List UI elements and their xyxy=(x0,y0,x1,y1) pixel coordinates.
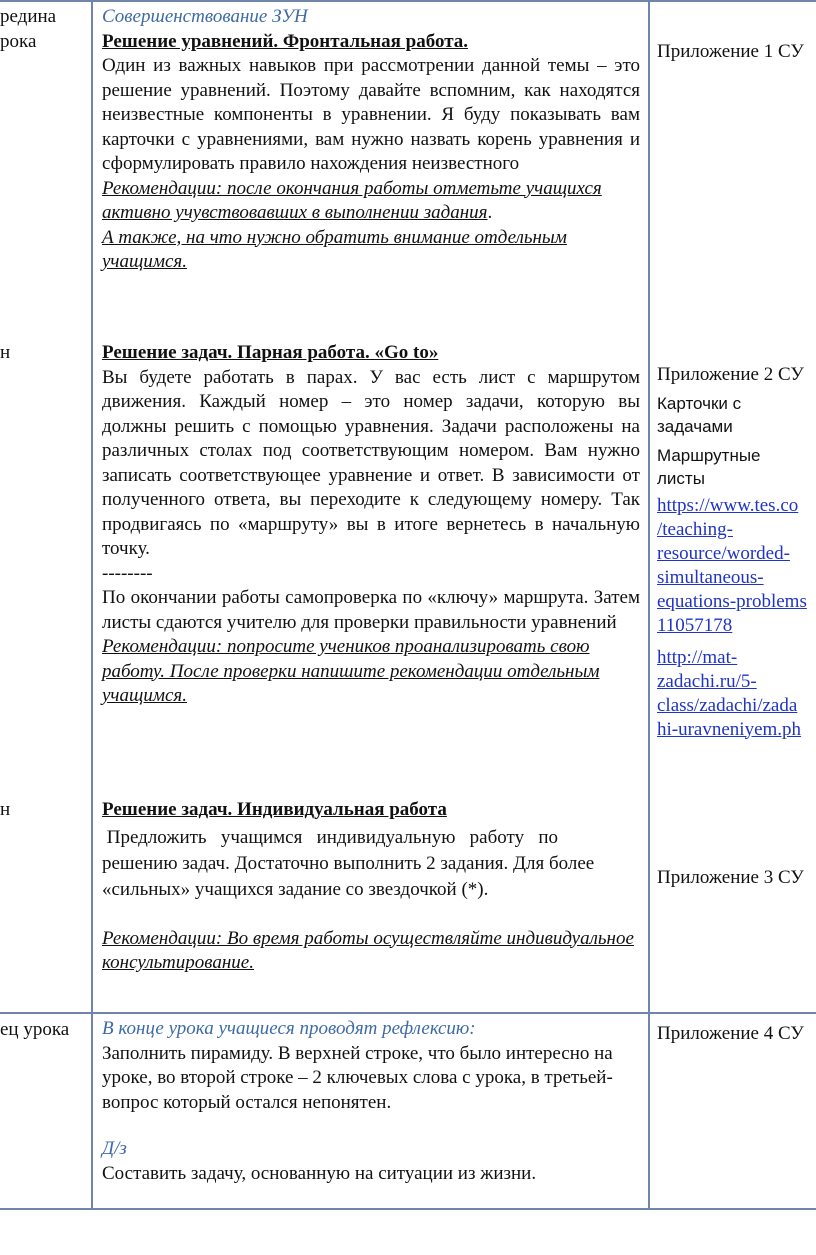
resources-cell-pair xyxy=(657,363,816,742)
section-italic-header: Совершенствование ЗУН xyxy=(102,6,308,27)
link-line[interactable]: hi-uravneniyem.ph xyxy=(657,718,802,740)
section-bold-header: Решение задач. Индивидуальная работа xyxy=(102,799,447,820)
resource-line: Маршрутные xyxy=(657,445,761,465)
homework-label: Д/з xyxy=(102,1138,127,1159)
description-line: Предложить учащимся индивидуальную работу по xyxy=(102,826,558,848)
resource-link-mat-zadachi[interactable] xyxy=(657,646,816,742)
recommendation-text-2: А также, на что нужно обратить внимание отдельным учащимся. xyxy=(102,226,567,272)
resource-link-tes[interactable] xyxy=(657,494,816,638)
column-divider-2 xyxy=(648,0,650,1210)
activity-cell-frontal xyxy=(102,5,640,275)
link-line[interactable]: resource/worded- xyxy=(657,542,790,564)
resource-line: листы xyxy=(657,468,705,488)
stage-label-row-1 xyxy=(0,5,88,54)
recommendation-block xyxy=(102,177,640,226)
recommendation-period: . xyxy=(487,202,493,223)
stage-label-line: н xyxy=(0,799,11,820)
link-line[interactable]: zadachi.ru/5- xyxy=(657,670,757,692)
link-line[interactable]: /teaching- xyxy=(657,518,733,540)
homework-text: Составить задачу, основанную на ситуации из жизни. xyxy=(102,1162,537,1184)
activity-cell-reflection xyxy=(102,1017,640,1186)
recommendation-text: Рекомендации: Во время работы осуществляйте индивидуальное консультирование. xyxy=(102,927,634,973)
appendix-3-label: Приложение 3 СУ xyxy=(657,867,804,888)
appendix-2-label: Приложение 2 СУ xyxy=(657,364,804,385)
stage-label-line: н xyxy=(0,342,11,363)
section-bold-header: Решение уравнений. Фронтальная работа. xyxy=(102,30,469,52)
stage-label-line: рока xyxy=(0,30,37,52)
stage-label-row-2 xyxy=(0,341,88,366)
link-line[interactable]: https://www.tes.co xyxy=(657,494,799,516)
description-line: «сильных» учащихся задание со звездочкой (*). xyxy=(102,878,489,900)
activity-cell-individual xyxy=(102,798,640,976)
recommendation-text: Рекомендации: попросите учеников проанализировать свою работу. После проверки напишите рекомендации отдельным учащимся. xyxy=(102,636,600,706)
activity-description: Заполнить пирамиду. В верхней строке, что было интересно на уроке, во второй строке – 2 ключевых слова с урока, в третьей- вопрос который остался непонятен. xyxy=(102,1042,613,1113)
separator-dashes: -------- xyxy=(102,562,153,584)
stage-label-row-4 xyxy=(0,1018,88,1043)
link-line[interactable]: class/zadachi/zada xyxy=(657,694,798,716)
stage-label-line: редина xyxy=(0,6,57,27)
column-divider-1 xyxy=(91,0,93,1210)
link-line[interactable]: 11057178 xyxy=(657,614,733,636)
row-divider xyxy=(0,1012,816,1014)
stage-label-line: ец урока xyxy=(0,1019,70,1040)
resource-line: Карточки с xyxy=(657,393,742,413)
appendix-1-label: Приложение 1 СУ xyxy=(657,41,804,62)
section-bold-header: Решение задач. Парная работа. «Go to» xyxy=(102,342,439,363)
activity-description xyxy=(102,825,640,903)
resource-sheets xyxy=(657,444,816,490)
activity-cell-pair xyxy=(102,341,640,709)
recommendation-text: Рекомендации: после окончания работы отметьте учащихся активно учувствовавших в выполнении задания xyxy=(102,177,602,223)
link-line[interactable]: simultaneous- xyxy=(657,566,764,588)
resource-cards xyxy=(657,392,816,438)
table-bottom-border xyxy=(0,1208,816,1210)
description-line: решению задач. Достаточно выполнить 2 задания. Для более xyxy=(102,852,595,874)
section-italic-header: В конце урока учащиеся проводят рефлексию: xyxy=(102,1018,476,1039)
stage-label-row-3 xyxy=(0,798,88,823)
appendix-4-label: Приложение 4 СУ xyxy=(657,1023,804,1044)
activity-description: Вы будете работать в парах. У вас есть лист с маршрутом движения. Каждый номер – это номер задачи, которую вы должны решить с помощью уравнения. Задачи расположены на различных столах под соответствующим номером. Вам нужно записать соответствующее уравнение и ответ. В зависимости от полученного ответа, вы переходите к следующему номеру. Так продвигаясь по «маршруту» вы в итоге вернетесь в начальную точку. xyxy=(102,366,640,559)
table-top-border xyxy=(0,0,816,2)
activity-description-2: По окончании работы самопроверка по «ключу» маршрута. Затем листы сдаются учителю для проверки правильности уравнений xyxy=(102,587,640,633)
resource-line: задачами xyxy=(657,416,733,436)
activity-description: Один из важных навыков при рассмотрении данной темы – это решение уравнений. Поэтому давайте вспомним, как находятся неизвестные компоненты в уравнении. Я буду показывать вам карточки с уравнениями, вам нужно назвать корень уравнения и сформулировать правило нахождения неизвестного xyxy=(102,55,640,174)
link-line[interactable]: http://mat- xyxy=(657,646,738,668)
link-line[interactable]: equations-problems xyxy=(657,590,807,612)
